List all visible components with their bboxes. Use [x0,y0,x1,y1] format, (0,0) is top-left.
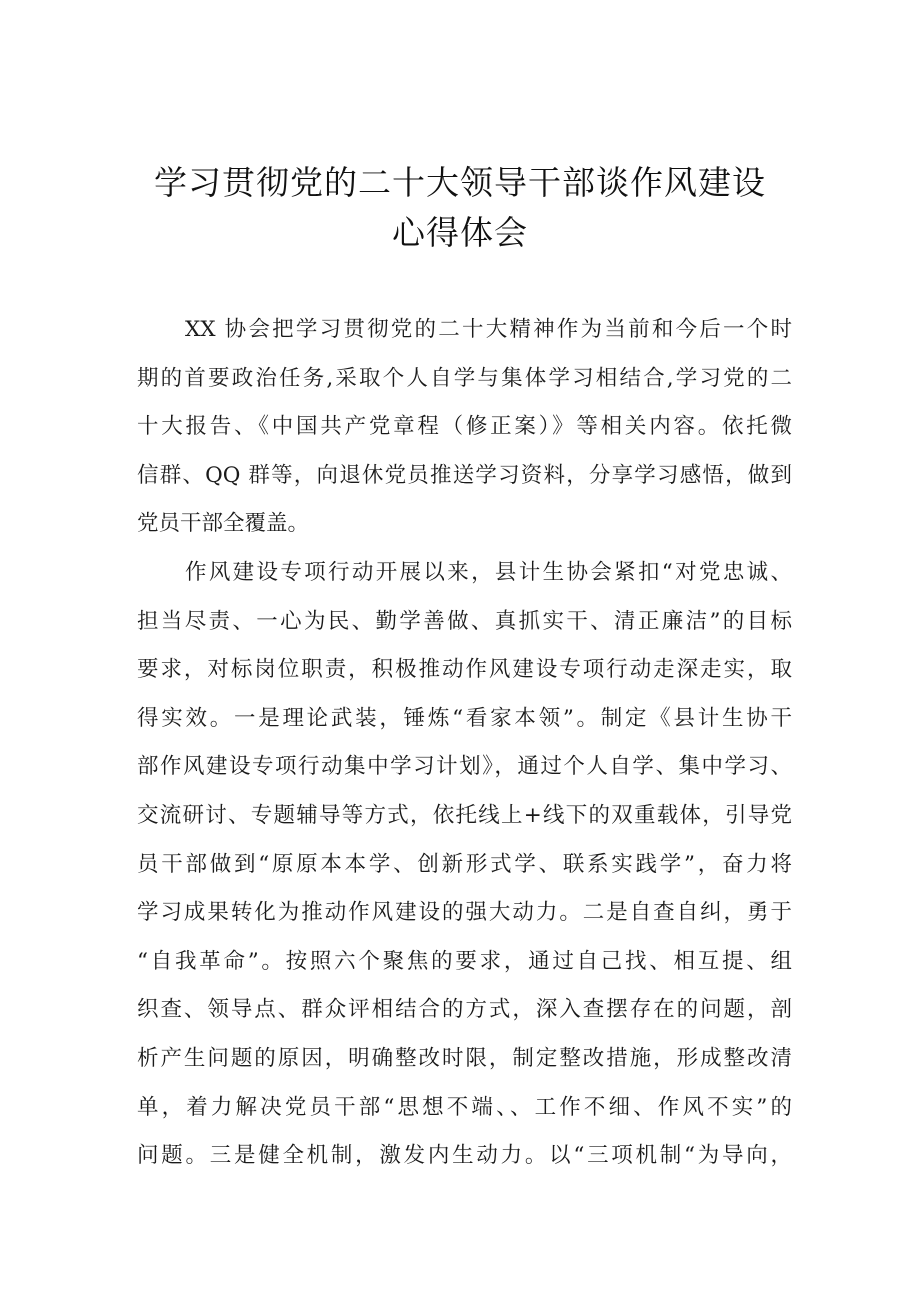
paragraph-line: 得实效。一是理论武装，锤炼“看家本领”。制定《县计生协干 [137,705,792,731]
paragraph-line: 员干部做到“原原本本学、创新形式学、联系实践学”，奋力将 [137,851,792,877]
document-body [137,306,792,1181]
paragraph-line: 织查、领导点、群众评相结合的方式，深入查摆存在的问题，剖 [137,997,792,1023]
paragraph-line: 作风建设专项行动开展以来，县计生协会紧扣“对党忠诚、 [185,559,792,585]
paragraph-line: 信群、QQ 群等，向退休党员推送学习资料，分享学习感悟，做到 [137,462,792,488]
paragraph-line: 交流研讨、专题辅导等方式，依托线上+线下的双重载体，引导党 [137,802,792,828]
paragraph-line: 党员干部全覆盖。 [137,511,310,537]
paragraph-2 [137,549,792,1181]
title-line-2: 心得体会 [392,213,528,252]
paragraph-line: 十大报告、《中国共产党章程（修正案）》等相关内容。依托微 [137,414,792,440]
paragraph-line: XX 协会把学习贯彻党的二十大精神作为当前和今后一个时 [185,317,792,342]
paragraph-line: 单，着力解决党员干部“思想不端、、工作不细、作风不实”的 [137,1094,792,1120]
paragraph-line: 部作风建设专项行动集中学习计划》，通过个人自学、集中学习、 [137,754,792,780]
paragraph-line: 要求，对标岗位职责，积极推动作风建设专项行动走深走实，取 [137,657,792,683]
paragraph-line: 担当尽责、一心为民、勤学善做、真抓实干、清正廉洁”的目标 [137,608,792,634]
paragraph-line: “自我革命”。按照六个聚焦的要求，通过自己找、相互提、组 [137,948,792,974]
paragraph-line: 问题。三是健全机制，激发内生动力。以“三项机制“为导向， [137,1143,792,1169]
paragraph-1 [137,306,792,549]
title-line-1: 学习贯彻党的二十大领导干部谈作风建设 [154,163,766,202]
paragraph-line: 学习成果转化为推动作风建设的强大动力。二是自查自纠，勇于 [137,900,792,926]
paragraph-line: 期的首要政治任务,采取个人自学与集体学习相结合,学习党的二 [137,365,792,391]
document-title [0,158,920,258]
paragraph-line: 析产生问题的原因，明确整改时限，制定整改措施，形成整改清 [137,1045,792,1071]
